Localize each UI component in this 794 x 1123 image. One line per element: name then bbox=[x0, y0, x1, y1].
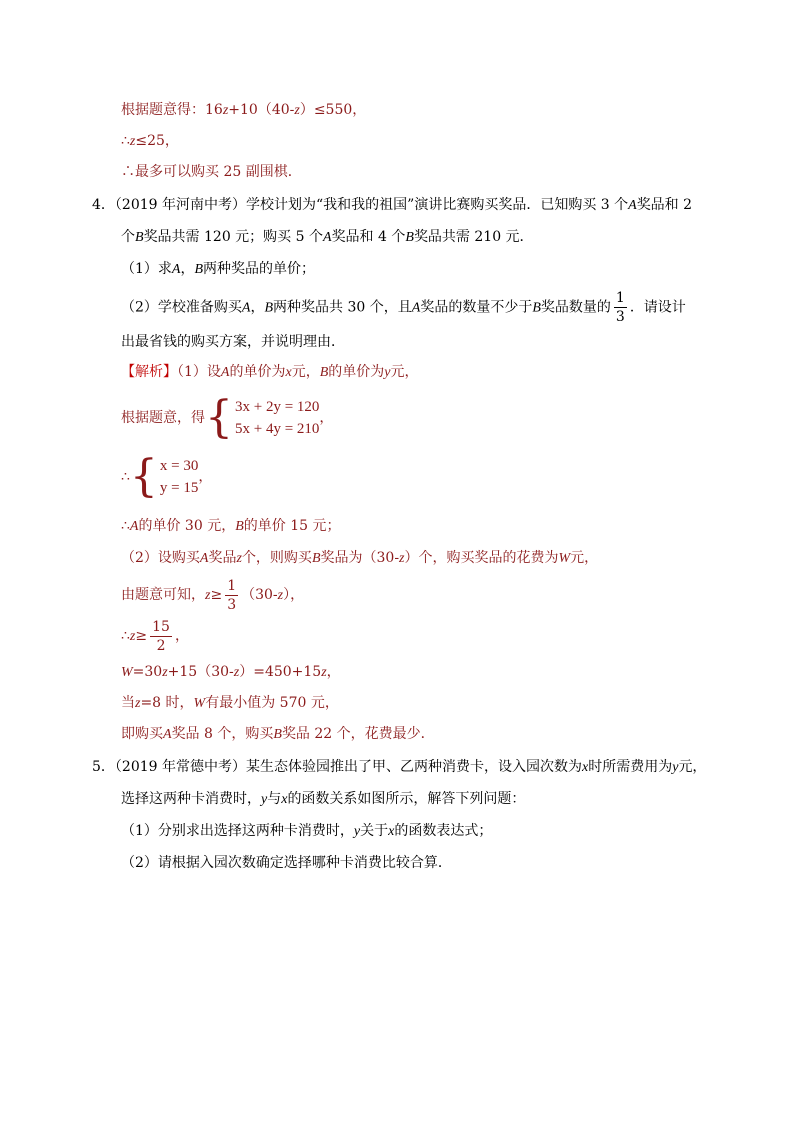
solution-4-prices: ∴A的单价 30 元，B的单价 15 元； bbox=[121, 518, 341, 534]
solution-4-minimum: 当z=8 时，W有最小值为 570 元， bbox=[121, 695, 339, 711]
solution-4-equation-system: 根据题意，得 { 3x + 2y = 120 5x + 4y = 210 ， bbox=[121, 392, 334, 443]
question-5-part-1: （1）分别求出选择这两种卡消费时，y关于x的函数表达式； bbox=[121, 823, 493, 839]
fraction-one-third: $\frac{1}{3}$ bbox=[615, 290, 625, 325]
fraction-one-third: $\frac{1}{3}$ bbox=[227, 577, 237, 613]
fraction-fifteen-halves: $\frac{15}{2}$ bbox=[152, 618, 170, 654]
question-4-part-2: （2）学校准备购买A，B两种奖品共 30 个，且A奖品的数量不少于B奖品数量的 $\frac{1}{3}$ ．请设计 bbox=[121, 290, 686, 325]
prev-solution-result: ∴z≤25， bbox=[121, 133, 179, 149]
prev-solution-inequality: 根据题意得：16z+10（40-z）≤550， bbox=[121, 102, 367, 118]
prev-solution-conclusion: ∴最多可以购买 25 副围棋． bbox=[121, 164, 302, 180]
question-number: 5． bbox=[92, 759, 115, 775]
question-4-part-2-continued: 出最省钱的购买方案，并说明理由． bbox=[121, 334, 345, 350]
solution-4-system-result: ∴ { x = 30 y = 15 ， bbox=[121, 451, 213, 502]
analysis-tag: 【解析】 bbox=[121, 364, 177, 380]
solution-4-inequality-result: ∴z≥ $\frac{15}{2}$ ， bbox=[121, 618, 189, 654]
solution-4-cost-function: W=30z+15（30-z）=450+15z， bbox=[121, 664, 341, 680]
question-4-line-1: 4．（2019 年河南中考）学校计划为“我和我的祖国”演讲比赛购买奖品．已知购买 3 个A奖品和 2 bbox=[92, 197, 693, 213]
question-number: 4． bbox=[92, 197, 115, 213]
solution-system: { x = 30 y = 15 bbox=[129, 451, 199, 502]
question-5-part-2: （2）请根据入园次数确定选择哪种卡消费比较合算． bbox=[121, 855, 452, 871]
solution-4-conclusion: 即购买A奖品 8 个，购买B奖品 22 个，花费最少． bbox=[121, 726, 435, 742]
question-5-line-1: 5．（2019 年常德中考）某生态体验园推出了甲、乙两种消费卡，设入园次数为x时所需费用为y元， bbox=[92, 759, 707, 775]
question-4-part-1: （1）求A，B两种奖品的单价； bbox=[121, 261, 316, 277]
question-5-line-2: 选择这两种卡消费时，y与x的函数关系如图所示，解答下列问题： bbox=[121, 791, 526, 807]
solution-4-inequality: 由题意可知，z≥ $\frac{1}{3}$ （30-z）， bbox=[121, 577, 305, 613]
equation-system: { 3x + 2y = 120 5x + 4y = 210 bbox=[205, 392, 320, 443]
solution-4-setup: 【解析】（1）设A的单价为x元，B的单价为y元， bbox=[121, 364, 419, 380]
solution-4-part-2-setup: （2）设购买A奖品z个，则购买B奖品为（30-z）个，购买奖品的花费为W元， bbox=[121, 550, 599, 566]
question-4-line-2: 个B奖品共需 120 元；购买 5 个A奖品和 4 个B奖品共需 210 元． bbox=[121, 229, 534, 245]
